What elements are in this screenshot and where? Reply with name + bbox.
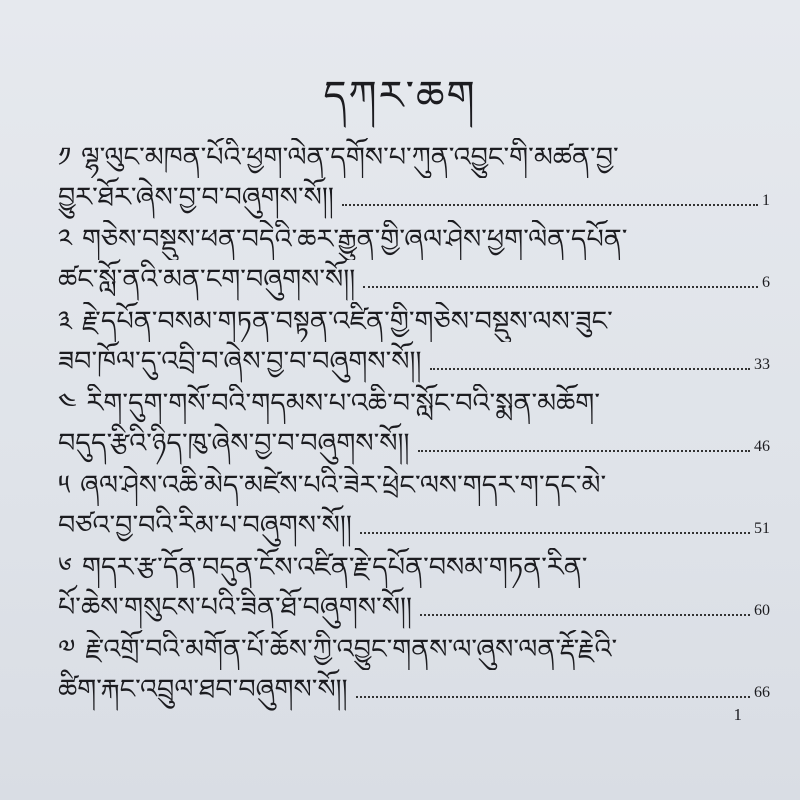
dot-leader [418,449,750,452]
toc-entry-line1 [58,466,770,506]
toc-entry-line2 [58,342,770,382]
toc-entry-page: 6 [762,274,770,291]
toc-entry-5 [58,466,770,548]
toc-entry-title-1: གདར་རྩ་དོན་བདུན་ངོས་འཛིན་རྗེ་དཔོན་བསམ་གཏན་རིན་ [81,552,588,583]
toc-entry-line1 [58,384,770,424]
toc-entry-page: 1 [762,192,770,209]
toc-entry-title-2: པོ་ཆེས་གསུངས་པའི་ཟིན་ཐོ་བཞུགས་སོ།། [58,592,412,623]
toc-entry-line1 [58,548,770,588]
toc-entry-number: ༤ [58,388,77,419]
toc-entry-title-1: རྗེ་དཔོན་བསམ་གཏན་བསྟན་འཛིན་གྱི་གཅེས་བསྡུས་ལས་ཟུང་ [81,306,613,337]
toc-entry-line1 [58,630,770,670]
dot-leader [420,613,750,616]
toc-entry-title-2: བཙའ་བྱ་བའི་རིམ་པ་བཞུགས་སོ།། [58,510,352,541]
toc-entry-page: 60 [754,602,770,619]
toc-entry-6 [58,548,770,630]
toc-entry-title-2: བྱུར་ཐོར་ཞེས་བྱ་བ་བཞུགས་སོ།། [58,182,334,213]
dot-leader [360,531,750,534]
toc-entry-title-1: རྗེ་འགྲོ་བའི་མགོན་པོ་ཆོས་ཀྱི་འབྱུང་གནས་ལ་ཞུས་ལན་རྡོ་རྗེའི་ [85,634,618,665]
toc-entry-page: 46 [754,438,770,455]
toc-entry-line2 [58,178,770,218]
toc-entry-number: ༢ [58,224,72,255]
toc-entry-number: ༥ [58,470,71,501]
toc-entry-7 [58,630,770,712]
toc-entry-page: 51 [754,520,770,537]
dot-leader [430,367,750,370]
dot-leader [342,203,758,206]
toc-entry-line2 [58,588,770,628]
page-title: དཀར་ཆག [323,73,477,119]
toc-entry-number: ༦ [58,552,72,583]
toc-entry-4 [58,384,770,466]
toc-entry-title-2: ཚང་སློ་ནའི་མན་ངག་བཞུགས་སོ།། [58,264,356,295]
toc-entry-line1 [58,138,770,178]
toc-entry-number: ༡ [58,142,72,173]
toc-entry-line2 [58,670,770,710]
dot-leader [356,695,750,698]
toc-entry-line2 [58,506,770,546]
toc-entry-line1 [58,220,770,260]
table-of-contents [58,138,770,712]
toc-entry-title-1: རིག་དུག་གསོ་བའི་གདམས་པ་འཆི་བ་སློང་བའི་སྨན་མཆོག་ [86,388,600,419]
toc-entry-page: 66 [754,684,770,701]
dot-leader [363,285,758,288]
toc-entry-title-1: ལྷ་ལུང་མཁན་པོའི་ཕྱག་ལེན་དགོས་པ་ཀུན་འབྱུང་གི་མཚན་བྱ་ [81,142,619,173]
toc-entry-title-2: ཚིག་རྐང་འབྲུལ་ཐབ་བཞུགས་སོ།། [58,674,348,705]
toc-entry-page: 33 [754,356,770,373]
toc-entry-title-2: བདུད་རྩིའི་ཉིད་ཁུ་ཞེས་བྱ་བ་བཞུགས་སོ།། [58,428,410,459]
toc-entry-2 [58,220,770,302]
toc-entry-line2 [58,260,770,300]
toc-entry-number: ༧ [58,634,76,665]
toc-entry-number: ༣ [58,306,72,337]
toc-entry-title-1: ཞལ་ཤེས་འཆི་མེད་མཛེས་པའི་ཟེར་ཕྲེང་ལས་གདར་ག་དང་མེ་ [80,470,607,501]
toc-entry-title-2: ཟབ་ཁོལ་དུ་འབྲི་བ་ཞེས་བྱ་བ་བཞུགས་སོ།། [58,346,422,377]
page-number: 1 [733,705,742,724]
toc-entry-3 [58,302,770,384]
toc-entry-line1 [58,302,770,342]
toc-entry-line2 [58,424,770,464]
toc-entry-1 [58,138,770,220]
toc-entry-title-1: གཅེས་བསྡུས་ཕན་བདེའི་ཆར་རྒྱུན་གྱི་ཞལ་ཤེས་ཕྱག་ལེན་དཔོན་ [82,224,628,255]
